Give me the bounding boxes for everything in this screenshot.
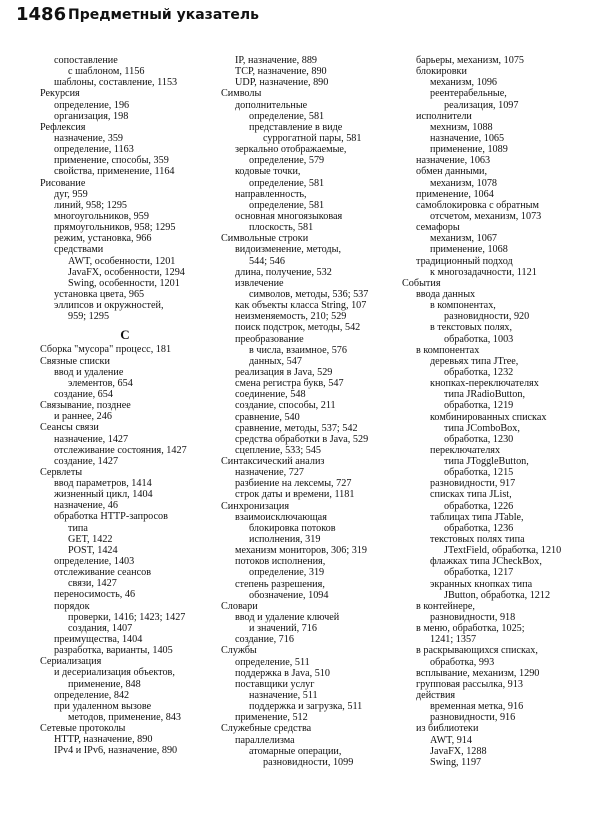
- index-subentry: разновидности, 916: [430, 712, 516, 724]
- index-subentry: обработка, 1003: [444, 333, 514, 345]
- index-subentry: в текстовых полях,: [430, 322, 513, 334]
- index-subentry: определение, 581: [249, 110, 325, 122]
- index-subentry: JavaFX, 1288: [430, 745, 487, 757]
- index-subentry: комбинированных списках: [430, 411, 547, 423]
- index-term: Рисование: [40, 177, 86, 189]
- index-subentry: групповая рассылка, 913: [416, 678, 523, 690]
- index-subentry: механизм, 1078: [430, 177, 498, 189]
- index-subentry: смена регистра букв, 547: [235, 378, 344, 390]
- index-subentry: определение, 579: [249, 155, 325, 167]
- index-subentry: определение, 511: [235, 656, 310, 668]
- index-subentry: применение, 1089: [430, 144, 508, 156]
- index-subentry: сравнение, методы, 537; 542: [235, 422, 358, 434]
- page-number: 1486: [16, 4, 67, 25]
- index-subentry: разновидности, 920: [444, 311, 530, 323]
- index-subentry: 544; 546: [249, 255, 285, 267]
- index-subentry: обработка, 1215: [444, 467, 514, 479]
- index-subentry: назначение, 1063: [416, 155, 491, 167]
- index-subentry: типа: [68, 522, 88, 534]
- index-subentry: отсчетом, механизм, 1073: [430, 210, 542, 222]
- index-subentry: применение, 512: [235, 712, 308, 724]
- index-term: Синхронизация: [221, 500, 290, 512]
- index-subentry: дуг, 959: [54, 188, 88, 200]
- index-subentry: назначение, 46: [54, 500, 118, 512]
- index-subentry: преобразование: [235, 333, 304, 345]
- index-subentry: обмен данными,: [416, 166, 488, 178]
- index-subentry: порядок: [54, 600, 90, 612]
- index-subentry: разновидности, 917: [430, 478, 516, 490]
- index-subentry: в контейнере,: [416, 600, 475, 612]
- index-subentry: неизменяемость, 210; 529: [235, 311, 347, 323]
- index-subentry: применение, 1068: [430, 244, 508, 256]
- index-subentry: определение, 319: [249, 567, 325, 579]
- index-subentry: TCP, назначение, 890: [235, 66, 327, 78]
- index-subentry: исполнения, 319: [249, 534, 321, 546]
- index-subentry: в компонентах,: [430, 300, 496, 312]
- index-subentry: сравнение, 540: [235, 411, 300, 423]
- index-subentry: данных, 547: [249, 355, 302, 367]
- index-subentry: степень разрешения,: [235, 578, 325, 590]
- index-subentry: поиск подстрок, методы, 542: [235, 322, 361, 334]
- index-subentry: суррогатной пары, 581: [263, 132, 362, 144]
- index-subentry: извлечение: [235, 277, 284, 289]
- index-subentry: определение, 1163: [54, 144, 134, 156]
- index-subentry: средствами: [54, 244, 104, 256]
- index-subentry: в меню, обработка, 1025;: [416, 623, 525, 635]
- index-term: Символы: [221, 88, 262, 100]
- index-subentry: разновидности, 918: [430, 612, 516, 624]
- index-subentry: разбиение на лексемы, 727: [235, 478, 352, 490]
- index-subentry: линий, 958; 1295: [54, 199, 128, 211]
- index-subentry: ввод параметров, 1414: [54, 478, 152, 490]
- index-subentry: экранных кнопках типа: [430, 578, 533, 590]
- index-term: Сетевые протоколы: [40, 723, 126, 735]
- index-subentry: эллипсов и окружностей,: [54, 300, 164, 312]
- index-subentry: применение, 1064: [416, 188, 494, 200]
- index-subentry: традиционный подход: [416, 255, 513, 267]
- index-subentry: определение, 1403: [54, 556, 135, 568]
- index-term: Сервлеты: [40, 466, 83, 478]
- index-subentry: отслеживание сеансов: [54, 567, 152, 579]
- index-subentry: 959; 1295: [68, 311, 110, 323]
- index-subentry: создание, 654: [54, 388, 113, 400]
- index-subentry: назначение, 359: [54, 132, 124, 144]
- index-subentry: длина, получение, 532: [235, 266, 332, 278]
- index-subentry: JButton, обработка, 1212: [444, 589, 551, 601]
- index-subentry: применение, способы, 359: [54, 155, 169, 167]
- index-subentry: обозначение, 1094: [249, 589, 329, 601]
- index-subentry: списках типа JList,: [430, 489, 512, 501]
- index-subentry: и десериализация объектов,: [54, 667, 175, 679]
- index-subentry: в раскрывающихся списках,: [416, 645, 538, 657]
- index-subentry: JavaFX, особенности, 1294: [68, 266, 185, 278]
- index-subentry: обработка, 993: [430, 656, 495, 668]
- index-subentry: элементов, 654: [68, 377, 133, 389]
- index-subentry: механизм, 1096: [430, 77, 498, 89]
- index-subentry: шаблоны, составление, 1153: [54, 77, 178, 89]
- index-column-1: [40, 55, 210, 757]
- index-subentry: типа JToggleButton,: [444, 456, 529, 468]
- index-subentry: UDP, назначение, 890: [235, 77, 329, 89]
- index-subentry: основная многоязыковая: [235, 210, 343, 222]
- index-subentry: самоблокировка с обратным: [416, 199, 539, 211]
- index-term: Сеансы связи: [40, 422, 99, 434]
- index-subentry: блокировка потоков: [249, 522, 336, 534]
- index-subentry: строк даты и времени, 1181: [235, 489, 355, 501]
- index-subentry: определение, 196: [54, 99, 130, 111]
- index-subentry: поставщики услуг: [235, 678, 315, 690]
- index-subentry: и значений, 716: [249, 623, 317, 635]
- index-subentry: к многозадачности, 1121: [430, 266, 537, 278]
- index-subentry: ввода данных: [416, 288, 476, 300]
- index-subentry: типа JRadioButton,: [444, 389, 526, 401]
- index-term: Сериализация: [40, 656, 102, 668]
- index-subentry: разновидности, 1099: [263, 756, 354, 768]
- index-term: Синтаксический анализ: [221, 456, 325, 468]
- index-subentry: видоизменение, методы,: [235, 244, 341, 256]
- index-subentry: и раннее, 246: [54, 411, 112, 423]
- index-term: Рекурсия: [40, 88, 80, 100]
- index-subentry: таблицах типа JTable,: [430, 511, 524, 523]
- index-subentry: Swing, 1197: [430, 756, 482, 768]
- index-subentry: обработка, 1226: [444, 500, 514, 512]
- index-subentry: обработка, 1230: [444, 433, 514, 445]
- index-subentry: AWT, 914: [430, 734, 472, 746]
- index-subentry: исполнители: [416, 110, 472, 122]
- index-subentry: барьеры, механизм, 1075: [416, 55, 525, 66]
- index-subentry: назначение, 727: [235, 467, 305, 479]
- index-subentry: символов, методы, 536; 537: [249, 288, 369, 300]
- index-subentry: с шаблоном, 1156: [68, 66, 145, 78]
- index-subentry: создание, 1427: [54, 455, 119, 467]
- index-subentry: при удаленном вызове: [54, 700, 152, 712]
- index-subentry: реализация, 1097: [444, 99, 519, 111]
- index-term: Сборка "мусора" процесс, 181: [40, 344, 172, 356]
- index-subentry: направленность,: [235, 188, 307, 200]
- index-subentry: всплывание, механизм, 1290: [416, 667, 540, 679]
- index-subentry: организация, 198: [54, 110, 129, 122]
- index-subentry: создания, 1407: [68, 622, 133, 634]
- index-subentry: Swing, особенности, 1201: [68, 277, 180, 289]
- section-letter-heading: С: [120, 327, 130, 343]
- index-subentry: создание, 716: [235, 634, 294, 646]
- index-subentry: параллелизма: [235, 734, 295, 746]
- index-subentry: назначение, 1065: [430, 132, 505, 144]
- index-term: События: [402, 277, 441, 289]
- index-subentry: переносимость, 46: [54, 589, 136, 601]
- index-term: Службы: [221, 645, 257, 657]
- index-subentry: HTTP, назначение, 890: [54, 734, 153, 746]
- index-subentry: режим, установка, 966: [54, 233, 152, 245]
- index-term: Служебные средства: [221, 723, 312, 735]
- index-subentry: обработка, 1236: [444, 522, 514, 534]
- index-subentry: многоугольников, 959: [54, 210, 149, 222]
- index-subentry: JTextField, обработка, 1210: [444, 545, 562, 557]
- index-subentry: текстовых полях типа: [430, 534, 525, 546]
- index-subentry: AWT, особенности, 1201: [68, 255, 176, 267]
- index-subentry: разработка, варианты, 1405: [54, 645, 173, 657]
- index-subentry: жизненный цикл, 1404: [54, 489, 153, 501]
- index-column-3: [402, 55, 582, 768]
- index-term: Связные списки: [40, 355, 110, 367]
- index-subentry: мехнизм, 1088: [430, 121, 493, 133]
- index-subentry: типа JComboBox,: [444, 422, 520, 434]
- index-subentry: кодовые точки,: [235, 166, 301, 178]
- index-subentry: свойства, применение, 1164: [54, 166, 175, 178]
- index-subentry: обработка, 1219: [444, 400, 514, 412]
- index-subentry: методов, применение, 843: [68, 712, 182, 724]
- index-subentry: IPv4 и IPv6, назначение, 890: [54, 745, 178, 757]
- index-subentry: потоков исполнения,: [235, 556, 326, 568]
- index-subentry: действия: [416, 690, 456, 702]
- index-subentry: блокировки: [416, 66, 467, 78]
- index-subentry: соединение, 548: [235, 389, 306, 401]
- index-subentry: представление в виде: [249, 121, 343, 133]
- index-subentry: кнопках-переключателях: [430, 378, 539, 390]
- index-subentry: назначение, 1427: [54, 433, 129, 445]
- index-subentry: сцепление, 533; 545: [235, 444, 322, 456]
- index-subentry: 1241; 1357: [430, 634, 477, 646]
- index-subentry: отслеживание состояния, 1427: [54, 444, 187, 456]
- index-subentry: средства обработки в Java, 529: [235, 433, 369, 445]
- index-subentry: прямоугольников, 958; 1295: [54, 222, 176, 234]
- index-subentry: создание, способы, 211: [235, 400, 336, 412]
- index-subentry: в компонентах: [416, 344, 480, 356]
- index-subentry: ввод и удаление: [54, 366, 124, 378]
- index-subentry: в числа, взаимное, 576: [249, 344, 347, 356]
- index-subentry: семафоры: [416, 222, 460, 234]
- index-subentry: временная метка, 916: [430, 701, 524, 713]
- index-subentry: определение, 581: [249, 199, 325, 211]
- index-subentry: взаимоисключающая: [235, 511, 327, 523]
- index-subentry: обработка, 1232: [444, 366, 514, 378]
- index-subentry: POST, 1424: [68, 544, 118, 556]
- index-subentry: как объекты класса String, 107: [235, 300, 367, 312]
- index-subentry: реентерабельные,: [430, 88, 507, 100]
- index-term: Символьные строки: [221, 233, 309, 245]
- index-subentry: сопоставление: [54, 55, 118, 66]
- index-subentry: проверки, 1416; 1423; 1427: [68, 611, 186, 623]
- index-column-2: [221, 55, 391, 768]
- index-subentry: IP, назначение, 889: [235, 55, 318, 66]
- index-subentry: механизм, 1067: [430, 233, 498, 245]
- index-subentry: обработка HTTP-запросов: [54, 511, 168, 523]
- index-subentry: плоскость, 581: [249, 222, 314, 234]
- index-subentry: механизм мониторов, 306; 319: [235, 545, 367, 557]
- page-title: Предметный указатель: [68, 7, 259, 23]
- index-subentry: ввод и удаление ключей: [235, 612, 340, 624]
- index-subentry: атомарные операции,: [249, 745, 342, 757]
- index-subentry: флажках типа JCheckBox,: [430, 556, 542, 568]
- index-subentry: реализация в Java, 529: [235, 366, 333, 378]
- index-subentry: определение, 842: [54, 689, 130, 701]
- index-subentry: установка цвета, 965: [54, 288, 145, 300]
- index-subentry: назначение, 511: [249, 690, 318, 702]
- index-subentry: дополнительные: [235, 99, 308, 111]
- index-subentry: применение, 848: [68, 678, 141, 690]
- index-subentry: обработка, 1217: [444, 567, 514, 579]
- index-subentry: переключателях: [430, 444, 501, 456]
- index-subentry: деревьях типа JTree,: [430, 355, 519, 367]
- index-subentry: связи, 1427: [68, 578, 117, 590]
- index-subentry: преимущества, 1404: [54, 634, 143, 646]
- index-subentry: поддержка в Java, 510: [235, 667, 330, 679]
- index-subentry: из библиотеки: [416, 723, 479, 735]
- index-subentry: определение, 581: [249, 177, 325, 189]
- index-term: Рефлексия: [40, 121, 86, 133]
- index-term: Словари: [221, 600, 258, 612]
- index-subentry: зеркально отображаемые,: [235, 144, 347, 156]
- index-subentry: поддержка и загрузка, 511: [249, 701, 363, 713]
- index-term: Связывание, позднее: [40, 400, 131, 412]
- index-subentry: GET, 1422: [68, 533, 113, 545]
